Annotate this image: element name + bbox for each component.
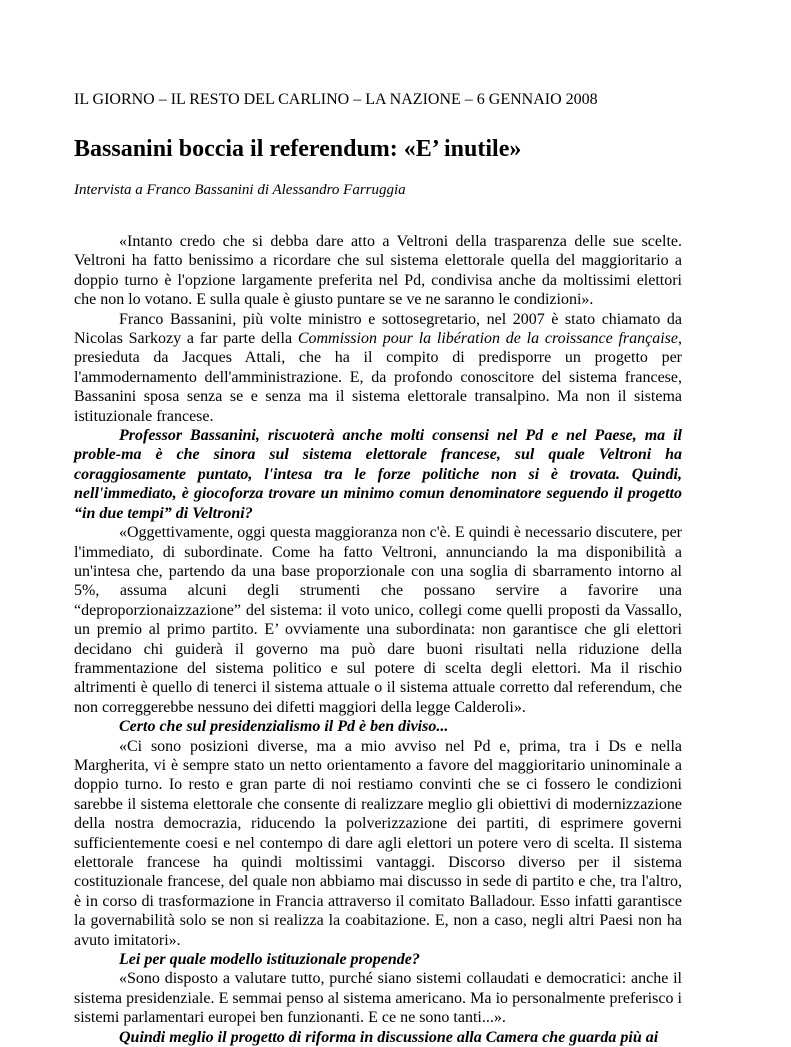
answer-2: «Ci sono posizioni diverse, ma a mio avviso nel Pd e, prima, tra i Ds e nella Margherita, vi è sempre stato un netto orientamento a favore del maggioritario uninominale a doppio turno. Io resto e gran parte di noi restiamo convinti che se ci fossero le condizioni sarebbe il sistema elettorale che consente di realizzare meglio gli obiettivi di modernizzazione della nostra democrazia, riducendo la polverizzazione dei partiti, di esprimere governi sufficientemente coesi e nel contempo di dare agli elettori un potere vero di scelta. Il sistema elettorale francese ha quindi moltissimi vantaggi. Discorso diverso per il sistema costituzionale francese, del quale non abbiamo mai discusso in sede di partito e che, tra l'altro, è in corso di trasformazione in Francia attraverso il comitato Balladour. Esso infatti garantisce la governabilità solo se non si realizza la coabitazione. E, non a caso, negli altri Paesi non ha avuto imitatori». bbox=[74, 737, 682, 949]
answer-1: «Oggettivamente, oggi questa maggioranza non c'è. E quindi è necessario discutere, per l'immediato, di subordinate. Come ha fatto Veltroni, annunciando la ma disponibilità a un'intesa che, partendo da una base proporzionale con una soglia di sbarramento intorno al 5%, assuma alcuni degli strumenti che possano servire a favorire una “deproporzionaizzazione” del sistema: il voto unico, collegi come quelli proposti da Vassallo, un premio al primo partito. E’ ovviamente una subordinata: non garantisce che gli elettori decidano chi guiderà il governo ma può dare buoni risultati nella riduzione della frammentazione del sistema politico e sul potere di scelta degli elettori. Ma il rischio altrimenti è quello di tenerci il sistema attuale o il sistema attuale corretto dal referendum, che non correggerebbe nessuno dei difetti maggiori della legge Calderoli». bbox=[74, 524, 682, 716]
question-3: Lei per quale modello istituzionale propende? bbox=[119, 951, 420, 969]
article-subtitle: Intervista a Franco Bassanini di Alessandro Farruggia bbox=[74, 182, 406, 198]
article-body bbox=[74, 232, 682, 1047]
question-1: Professor Bassanini, riscuoterà anche molti consensi nel Pd e nel Paese, ma il proble-ma è che sinora sul sistema elettorale francese, sul quale Veltroni ha coraggiosamente puntato, l'intesa tra le forze politiche non si è trovata. Quindi, nell'immediato, è giocoforza trovare un minimo comun denominatore seguendo il progetto “in due tempi” di Veltroni? bbox=[74, 427, 682, 522]
commission-name: Commission pour la libération de la croissance française bbox=[297, 330, 679, 348]
bio-text-start: Franco Bassanini, più volte ministro e sottosegretario, nel 2007 è stato chiamato da Nicolas Sarkozy a far parte della bbox=[74, 310, 682, 348]
newspaper-header: IL GIORNO – IL RESTO DEL CARLINO – LA NAZIONE – 6 GENNAIO 2008 bbox=[74, 91, 598, 108]
paragraph-bio bbox=[74, 310, 682, 426]
question-2: Certo che sul presidenzialismo il Pd è ben diviso... bbox=[119, 718, 449, 736]
paragraph-intro: «Intanto credo che si debba dare atto a Veltroni della trasparenza delle sue scelte. Veltroni ha fatto benissimo a ricordare che sul sistema elettorale quella del maggioritario a doppio turno è l'opzione largamente preferita nel Pd, condivisa anche da moltissimi elettori che non lo votano. E sulla quale è giusto puntare se ve ne saranno le condizioni». bbox=[74, 233, 682, 309]
answer-3: «Sono disposto a valutare tutto, purché siano sistemi collaudati e democratici: anche il sistema presidenziale. E semmai penso al sistema americano. Ma io personalmente preferisco i sistemi parlamentari europei ben funzionanti. E ce ne sono tanti...». bbox=[74, 970, 682, 1027]
bio-text-end: , presieduta da Jacques Attali, che ha il compito di predisporre un progetto per l'ammodernamento dell'amministrazione. E, da profondo conoscitore del sistema francese, Bassanini sposa senza se e senza ma il sistema elettorale transalpino. Ma non il sistema istituzionale francese. bbox=[74, 330, 683, 425]
question-4: Quindi meglio il progetto di riforma in discussione alla Camera che guarda più ai bbox=[119, 1028, 659, 1046]
article-title: Bassanini boccia il referendum: «E’ inutile» bbox=[74, 136, 522, 162]
